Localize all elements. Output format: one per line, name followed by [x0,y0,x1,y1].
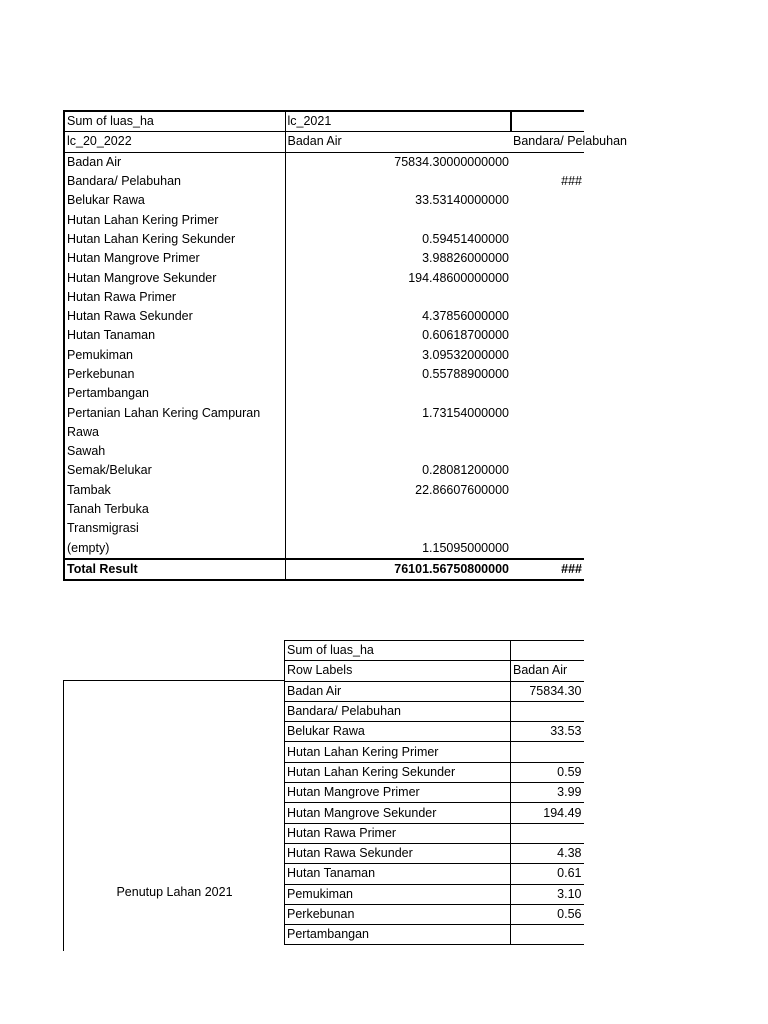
cell[interactable]: Pemukiman [285,884,511,904]
table-row [285,884,584,904]
cell[interactable]: 1.73154000000 [422,405,509,420]
table-row [64,442,584,461]
cell[interactable]: Pertambangan [285,925,511,945]
cell[interactable]: 76101.56750800000 [285,559,511,580]
cell[interactable] [511,384,584,403]
cell[interactable] [511,249,584,268]
cell[interactable]: Hutan Mangrove Sekunder [64,268,285,287]
table-row [64,249,584,268]
pivot-table-2021-rounded [284,640,584,945]
cell[interactable]: Hutan Lahan Kering Primer [285,742,511,762]
cell[interactable] [511,191,584,210]
cell[interactable]: Hutan Mangrove Sekunder [285,803,511,823]
cell[interactable]: Bandara/ Pelabuhan [511,132,584,152]
cell[interactable]: Semak/Belukar [64,461,285,480]
cell[interactable]: Hutan Rawa Sekunder [64,307,285,326]
table-row [285,803,584,823]
cell[interactable]: Belukar Rawa [64,191,285,210]
table-row [64,403,584,422]
cell[interactable] [285,423,511,442]
cell[interactable] [511,742,584,762]
cell[interactable]: Pertambangan [64,384,285,403]
cell[interactable]: Hutan Mangrove Primer [285,783,511,803]
table-row [64,384,584,403]
cell[interactable]: 4.37856000000 [422,309,509,324]
cell[interactable]: 0.59 [511,762,584,782]
cell[interactable]: Badan Air [511,661,584,681]
cell[interactable]: Sawah [64,442,285,461]
header-row [64,111,584,132]
cell[interactable]: 194.49 [511,803,584,823]
pivot-table-2022-vs-2021 [63,110,627,581]
table-row [285,925,584,945]
cell[interactable] [511,268,584,287]
table-row [64,307,584,326]
cell[interactable] [511,365,584,384]
cell[interactable] [511,346,584,365]
cell[interactable]: Belukar Rawa [285,722,511,742]
table-row [64,519,584,538]
cell[interactable] [285,519,511,538]
table-row [64,210,584,229]
cell[interactable] [511,326,584,345]
table-row [64,461,584,480]
cell[interactable]: Perkebunan [64,365,285,384]
merged-row-label-cell [63,680,285,951]
table-row [64,172,584,191]
header-row [285,641,584,661]
cell[interactable]: Rawa [64,423,285,442]
table-row [64,539,584,559]
cell[interactable] [511,500,584,519]
cell[interactable] [511,519,584,538]
table-row [285,864,584,884]
table-row [285,904,584,924]
header-row [64,132,584,152]
table-row [285,843,584,863]
table-row [285,701,584,721]
cell[interactable]: Hutan Tanaman [285,864,511,884]
table-row [64,365,584,384]
table-row [64,500,584,519]
cell[interactable] [285,210,511,229]
cell[interactable]: lc_2021 [285,111,511,132]
cell[interactable]: 194.48600000000 [408,270,509,285]
table-row [64,346,584,365]
cell[interactable]: Hutan Lahan Kering Sekunder [285,762,511,782]
header-row [285,661,584,681]
cell[interactable]: Bandara/ Pelabuhan [64,172,285,191]
cell[interactable]: Hutan Rawa Sekunder [285,843,511,863]
cell[interactable] [511,230,584,249]
table-row [285,823,584,843]
cell[interactable] [285,384,511,403]
table-row [285,783,584,803]
cell[interactable]: Hutan Lahan Kering Sekunder [64,230,285,249]
cell[interactable]: Perkebunan [285,904,511,924]
cell[interactable]: 0.60618700000 [422,328,509,343]
table-row [64,326,584,345]
cell[interactable]: 0.56 [511,904,584,924]
cell[interactable]: 3.99 [511,783,584,803]
cell[interactable]: 0.59451400000 [422,231,509,246]
cell[interactable] [511,539,584,559]
cell[interactable]: (empty) [64,539,285,559]
cell[interactable] [511,111,584,132]
cell[interactable]: Badan Air [64,152,285,172]
cell[interactable] [511,701,584,721]
cell[interactable]: 75834.30 [511,681,584,701]
cell[interactable]: 1.15095000000 [422,540,509,555]
cell[interactable] [511,925,584,945]
cell[interactable] [511,152,584,172]
cell[interactable]: lc_20_2022 [64,132,285,152]
cell[interactable]: 75834.30000000000 [394,154,509,169]
table-row [64,230,584,249]
cell[interactable]: 0.28081200000 [422,463,509,478]
cell[interactable]: Sum of luas_ha [64,111,285,132]
cell[interactable]: Sum of luas_ha [285,641,511,661]
cell[interactable] [511,481,584,500]
cell[interactable]: 22.86607600000 [415,482,509,497]
cell[interactable]: ### [561,174,582,189]
cell[interactable] [511,210,584,229]
cell[interactable]: Bandara/ Pelabuhan [285,701,511,721]
cell[interactable] [511,423,584,442]
cell[interactable]: 4.38 [511,843,584,863]
cell[interactable]: Badan Air [285,132,511,152]
cell[interactable]: 0.55788900000 [422,367,509,381]
cell[interactable]: Hutan Tanaman [64,326,285,345]
cell[interactable]: 33.53140000000 [415,193,509,208]
cell[interactable]: Hutan Lahan Kering Primer [64,210,285,229]
cell[interactable]: Hutan Rawa Primer [285,823,511,843]
table-row [285,742,584,762]
cell[interactable]: Badan Air [285,681,511,701]
cell[interactable]: Pemukiman [64,346,285,365]
cell[interactable] [285,172,511,191]
table-row [285,681,584,701]
cell[interactable]: Total Result [64,559,285,580]
table-row [285,722,584,742]
cell[interactable]: Hutan Rawa Primer [64,288,285,307]
table-row [64,288,584,307]
table-row [64,268,584,287]
cell[interactable] [511,823,584,843]
cell[interactable] [511,461,584,480]
cell[interactable]: Transmigrasi [64,519,285,538]
total-row [64,559,584,580]
cell[interactable]: 3.10 [511,884,584,904]
cell[interactable]: Tambak [64,481,285,500]
cell[interactable]: 0.61 [511,864,584,884]
cell[interactable] [285,442,511,461]
cell[interactable]: Hutan Mangrove Primer [64,249,285,268]
cell[interactable] [285,500,511,519]
table-row [285,762,584,782]
table-row [64,152,584,172]
cell[interactable] [511,288,584,307]
side-label: Penutup Lahan 2021 [116,885,233,899]
cell[interactable]: 33.53 [511,722,584,742]
cell[interactable]: Pertanian Lahan Kering Campuran [64,403,285,422]
table-row [64,423,584,442]
cell[interactable]: ### [511,559,584,580]
table-row [64,191,584,210]
cell[interactable] [285,288,511,307]
cell[interactable]: Row Labels [285,661,511,681]
cell[interactable]: 3.09532000000 [422,347,509,362]
cell[interactable] [511,307,584,326]
cell[interactable] [511,442,584,461]
cell[interactable]: 3.98826000000 [422,251,509,266]
cell[interactable]: Tanah Terbuka [64,500,285,519]
cell[interactable] [511,403,584,422]
cell[interactable] [511,641,584,661]
table-row [64,481,584,500]
